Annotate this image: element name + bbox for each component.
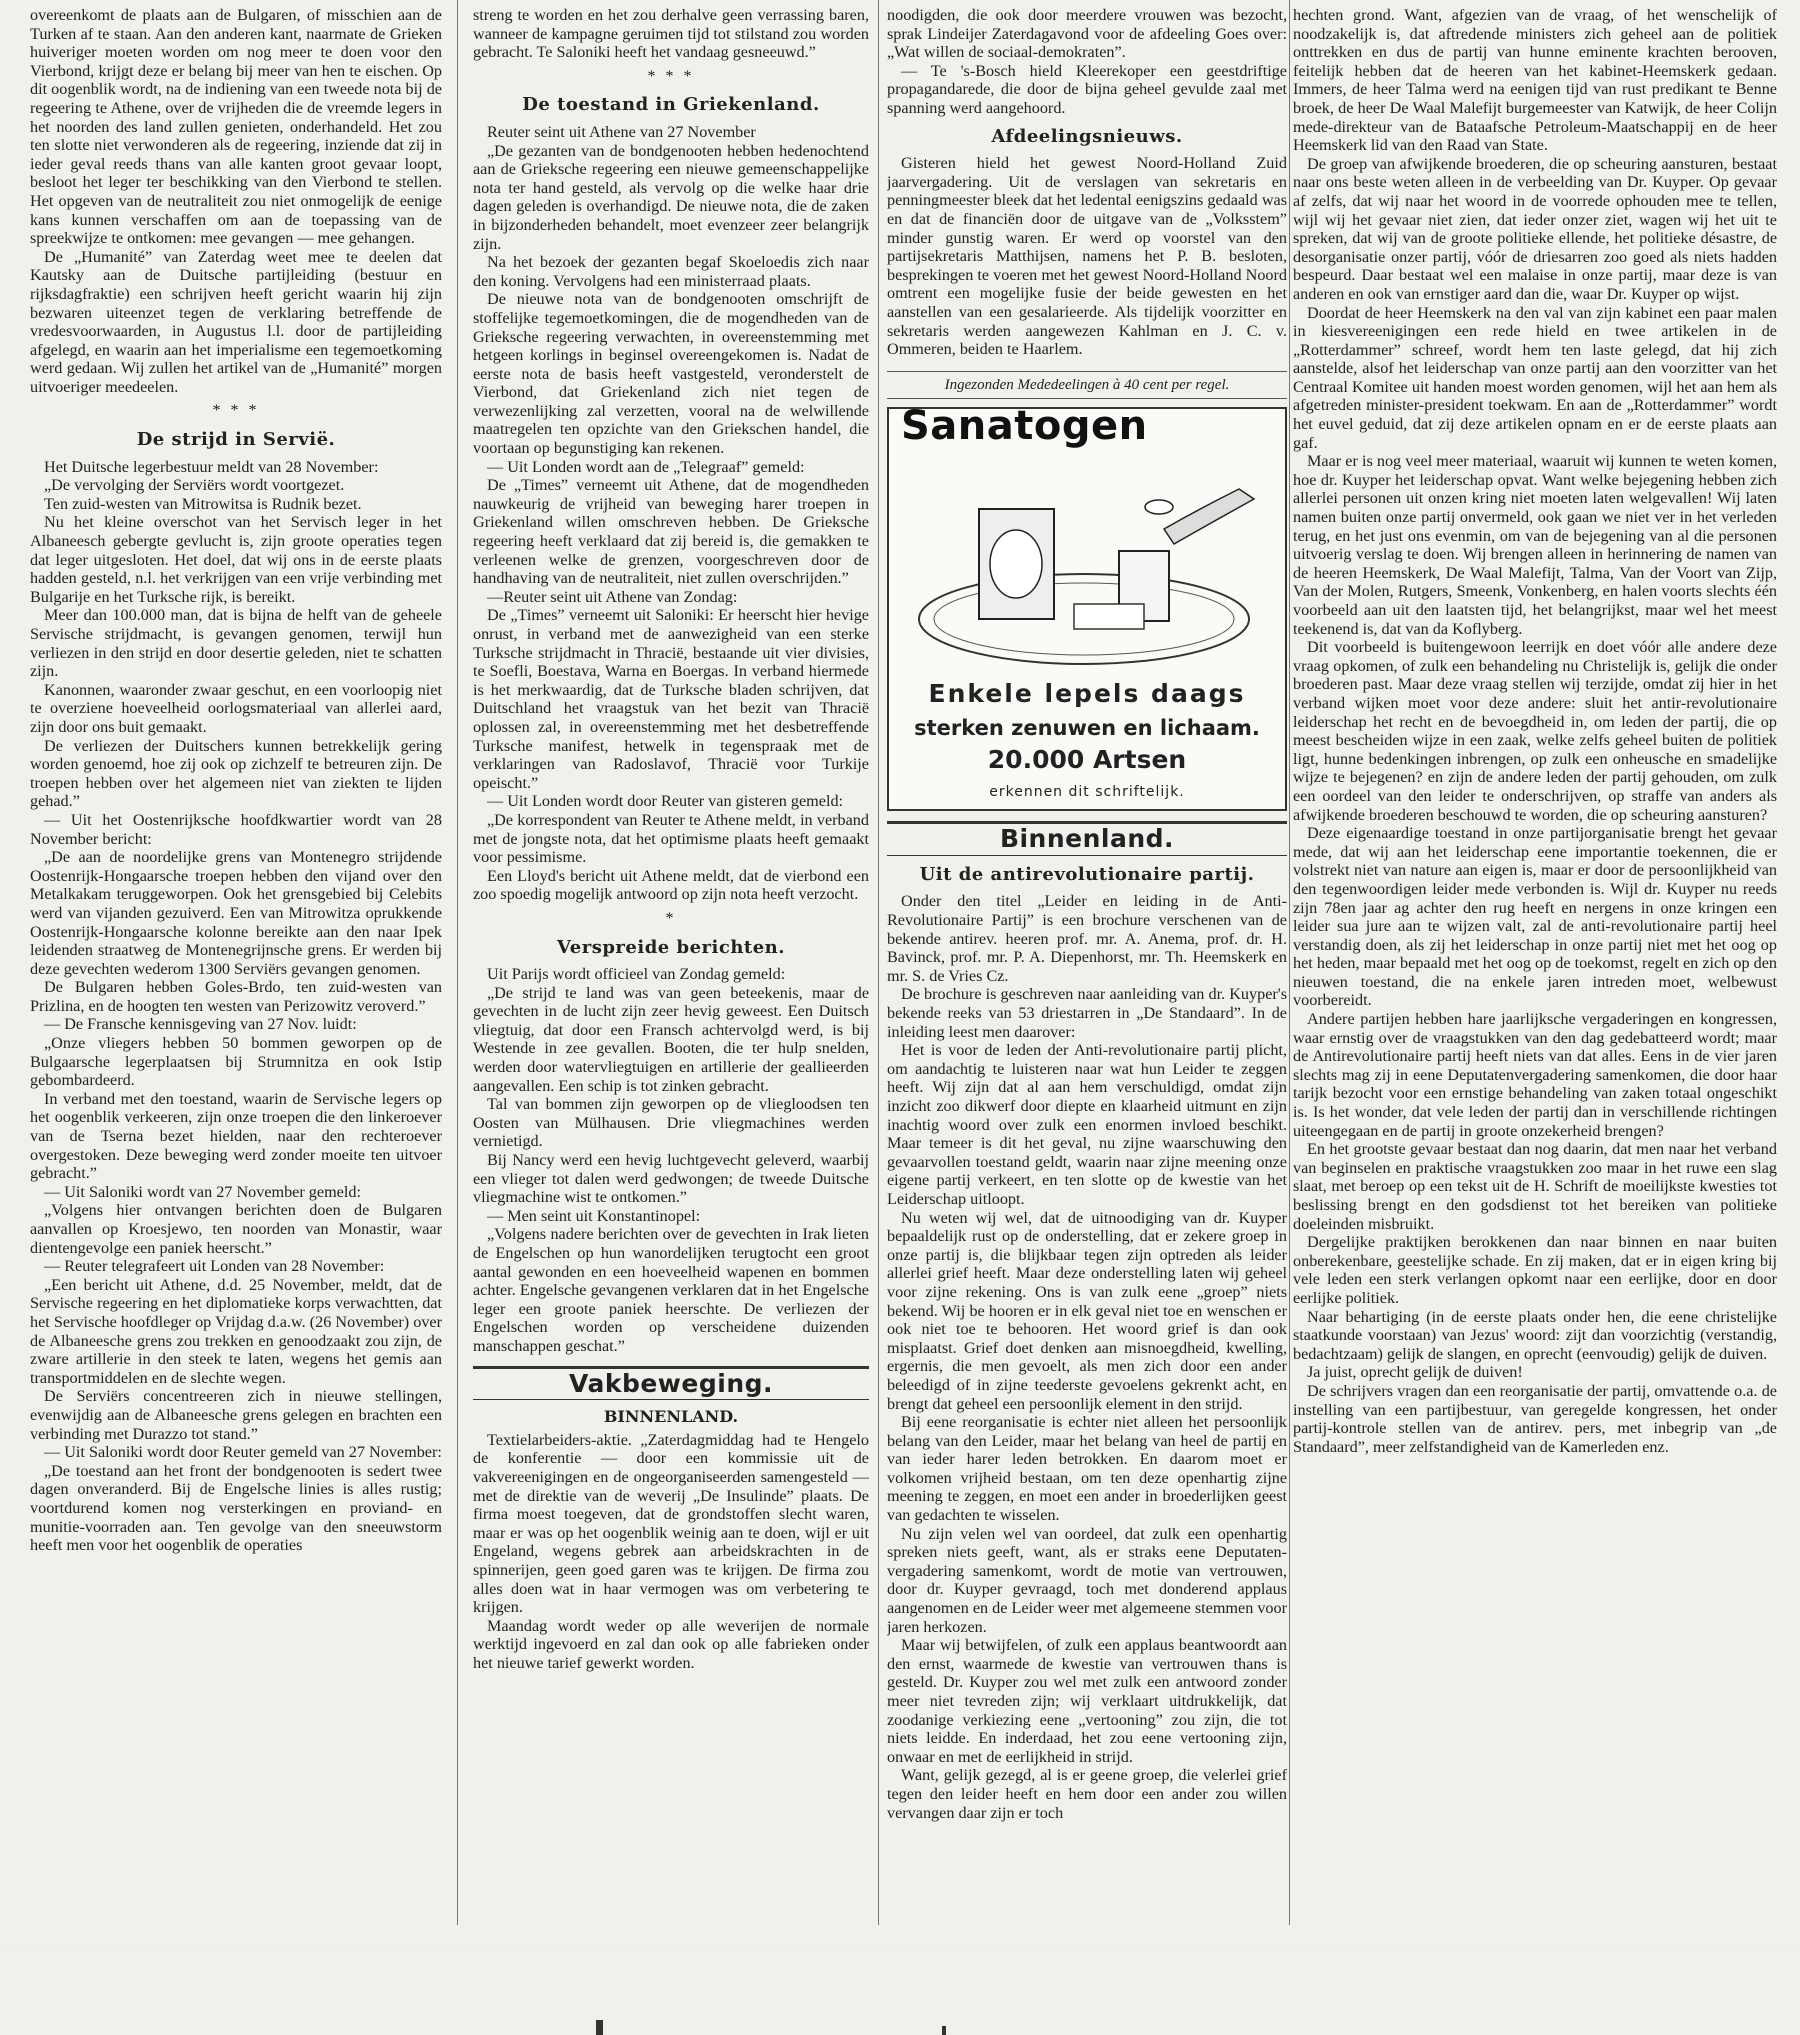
paragraph: „De vervolging der Serviërs wordt voortgezet. xyxy=(44,476,345,495)
paragraph: Maandag wordt weder op alle weverijen de normale werktijd ingevoerd en zal dan ook op alle fabrieken onder het nieuwe tarief gewerkt worden. xyxy=(473,1616,869,1672)
subheadline-binnenland: BINNENLAND. xyxy=(603,1407,739,1427)
paragraph: Het is voor de leden der Anti-revolutionaire partij plicht, om aandachtig te luisteren naar wat hun Leider te zeggen heeft. Wij zijn dat al aan hem verschuldigd, omdat zijn inzicht zoo dikwerf door diepte en klaarheid uitmunt en zijn inachtig woord over zulk een enormen invloed beschikt. Maar temeer is dit het geval, nu zijne waarschuwing den gevaarvollen toestand geldt, waarin naar zijne meening onze eigene partij verkeert, en ten slotte op de kwestie van het Leiderschap uitloopt. xyxy=(887,1041,1287,1208)
ad-line: erkennen dit schriftelijk. xyxy=(989,784,1185,801)
paragraph: —Reuter seint uit Athene van Zondag: xyxy=(487,587,738,606)
paragraph: Het Duitsche legerbestuur meldt van 28 November: xyxy=(44,457,379,476)
paragraph: Dergelijke praktijken berokkenen dan naar binnen en naar buiten onberekenbare, geestelijke schade. En zij maken, dat er in eigen kring bij vele leden een sterk verlangen opkomt naar een eerlijke, door en door eerlijke politiek. xyxy=(1293,1233,1777,1307)
paragraph: Ja juist, oprecht gelijk de duiven! xyxy=(1307,1363,1523,1382)
separator-stars: * * * xyxy=(647,67,695,85)
paragraph: Uit Parijs wordt officieel van Zondag gemeld: xyxy=(487,965,786,984)
paragraph: „Volgens nadere berichten over de gevechten in Irak lieten de Engelschen op hun wanordelijken terugtocht een groot aantal gewonden en een hoeveelheid wapenen en bommen achter. Engelsche gevangenen verklaren dat in het Engelsche leger een groote paniek heerschte. De verliezen der Engelschen worden op verscheidene duizenden manschappen geschat.” xyxy=(473,1225,869,1355)
hand-with-spoon-icon xyxy=(1164,489,1254,544)
paragraph: Een Lloyd's bericht uit Athene meldt, dat de vierbond een zoo spoedig mogelijk antwoord op zijn nota heeft verzocht. xyxy=(473,866,869,904)
paragraph: Textielarbeiders-aktie. „Zaterdagmiddag had te Hengelo de konferentie — door een kommissie uit de vakvereenigingen en de ongeorganiseerden samengesteld — met de direktie van de weverij „De Insulinde” plaats. De firma moest toegeven, dat de grondstoffen slecht waren, maar er was op het oogenblik weinig aan te doen, wijl er uit Engeland, wegens gebrek aan arbeidskrachten in de spinnerijen, geen goed garen was te krijgen. De firma zou alles doen wat in haar vermogen was om verbetering te krijgen. xyxy=(473,1430,869,1617)
headline-antirevolutionaire-partij: Uit de antirevolutionaire partij. xyxy=(919,863,1255,885)
paragraph: Nu zijn velen wel van oordeel, dat zulk een openhartig spreken niets geeft, want, als er straks eene Deputaten-vergadering samenkomt, wordt de motie van vertrouwen, door dr. Kuyper gevraagd, toch met donderend applaus aangenomen en de Leider weer met algemeene stemmen voor jaren herkozen. xyxy=(887,1524,1287,1636)
ad-brand: Sanatogen xyxy=(901,407,1148,450)
ad-line: 20.000 Artsen xyxy=(987,745,1187,775)
paragraph: „Volgens hier ontvangen berichten doen de Bulgaren aanvallen op Kroesjewo, ten noorden van Monastir, waar dientengevolge een paniek heerscht.” xyxy=(30,1201,442,1257)
sugar-dish-icon xyxy=(1074,604,1144,629)
paragraph: Onder den titel „Leider en leiding in de Anti-Revolutionaire Partij” is een brochure verschenen van de bekende antirev. heeren prof. mr. A. Anema, prof. dr. H. Bavinck, prof. mr. P. A. Diepenhorst, mr. Th. Heemskerk en mr. S. de Vries Cz. xyxy=(887,892,1287,985)
paragraph: De groep van afwijkende broederen, die op scheuring aansturen, bestaat naar ons beste weten alleen in de verbeelding van Dr. Kuyper. Op gevaar af zelfs, dat wij naar het woord in de voorrede ophouden mee te tellen, wijl wij het gevaar niet zien, dat ieder onzer ziet, wagen wij het uit te spreken, dat wij van de groote politieke ellende, het politieke désastre, de desorganisatie onzer partij, vóór de driesarren zoo goed als niets hadden bespeurd. Daar bestaat wel een malaise in onze partij, maar deze is van anderen en ook van ernstiger aard dan die, waar Dr. Kuyper op wijst. xyxy=(1293,154,1777,303)
paragraph: Gisteren hield het gewest Noord-Holland Zuid jaarvergadering. Uit de verslagen van sekretaris en penningmeester bleek dat het ledental eenigszins gedaald was en dat de financiën door de uitgave van de „Volksstem” minder gunstig waren. Er werd op voorstel van den partijsekretaris Matthijsen, namens het P. B. besloten, besprekingen te voeren met het gewest Noord-Holland Noord omtrent een mogelijke fusie der beide gewesten en het aanstellen van een gesalarieerde. Als tijdelijk voorzitter en sekretaris werden aangewezen Kahlman en J. C. v. Ommeren, beiden te Haarlem. xyxy=(887,154,1287,359)
print-mark xyxy=(596,2020,603,2035)
paragraph: En het grootste gevaar bestaat dan nog daarin, dat men naar het verband van beginselen en praktische vraagstukken zoo maar in het ruwe een slag slaat, met beroep op een tekst uit de H. Schrift de moeilijkste kwesties tot beslissing brengt en den godsdienst tot het bereiken van politieke doeleinden misbruikt. xyxy=(1293,1140,1777,1233)
paragraph: Tal van bommen zijn geworpen op de vliegloodsen ten Oosten van Mülhausen. Drie vliegmachines werden vernietigd. xyxy=(473,1095,869,1151)
paragraph: — De Fransche kennisgeving van 27 Nov. luidt: xyxy=(44,1015,357,1034)
paragraph: „De korrespondent van Reuter te Athene meldt, in verband met de jongste nota, dat het optimisme plaats heeft gemaakt voor pessimisme. xyxy=(473,810,869,867)
paragraph: De nieuwe nota van de bondgenooten omschrijft de stoffelijke tegemoetkomingen, die de mogendheden van de Grieksche regeering verwachten, in overeenstemming met hetgeen korlings in beginsel overeengekomen is. Nadat de eerste nota de basis heeft vastgesteld, veronderstelt de Vierbond, dat Griekenland zich niet tegen de verwezenlijking zal verzetten, vooral na de welwillende maatregelen ten opzichte van den Griekschen handel, die voortaan op begunstiging kan rekenen. xyxy=(473,290,869,458)
paragraph: „Een bericht uit Athene, d.d. 25 November, meldt, dat de Servische regeering en het diplomatieke korps verwachtten, dat het Servische hoofdleger op Vrijdag d.a.w. (26 November) over de Albaneesche grens zou trekken en genoodzaakt zou zijn, de zware artillerie in den steek te laten, wegens het gemis aan transportmiddelen en de slechte wegen. xyxy=(30,1275,442,1387)
paragraph: — Te 's-Bosch hield Kleerekoper een geestdriftige propagandarede, die door de bijna geheel gevulde zaal met spanning werd aangehoord. xyxy=(887,61,1287,117)
headline-griekenland: De toestand in Griekenland. xyxy=(522,94,820,116)
paragraph: „De toestand aan het front der bondgenooten is sedert twee dagen onveranderd. Bij de Engelsche linies is alles rustig; voortdurend komen nog versterkingen en proviand- en munitie-voorraden aan. Ten gevolge van den sneeuwstorm heeft men voor het oogenblik de operaties xyxy=(30,1461,442,1555)
paragraph: — Uit Londen wordt door Reuter van gisteren gemeld: xyxy=(487,792,844,811)
paragraph: De Bulgaren hebben Goles-Brdo, ten zuid-westen van Prizlina, en de hoogten ten westen van Perizowitz veroverd.” xyxy=(30,978,442,1015)
paragraph: streng te worden en het zou derhalve geen verrassing baren, wanneer de kampagne geruimen tijd tot stilstand zou worden gebracht. Te Saloniki heeft het vandaag gesneeuwd.” xyxy=(473,6,869,62)
box-label-shape xyxy=(990,530,1042,598)
paragraph: noodigden, die ook door meerdere vrouwen was bezocht, sprak Lindeijer Zaterdagavond voor de afdeeling Goes over: „Wat willen de sociaal-demokraten”. xyxy=(887,6,1287,62)
paragraph: Naar behartiging (in de eerste plaats onder hen, die eene christelijke staatkunde voorstaan) van Jezus' woord: zijt dan voorzichtig (verstandig, bedachtzaam) gelijk de slangen, en oprecht (eenvoudig) gelijk de duiven. xyxy=(1293,1307,1777,1363)
ad-line: sterken zenuwen en lichaam. xyxy=(914,716,1260,741)
paragraph: Nu weten wij wel, dat de uitnoodiging van dr. Kuyper bepaaldelijk rust op de onderstelling, dat er zekere groep in onze partij is, die blijkbaar tegen zijn optreden als leider allerlei grief heeft. Maar deze onderstelling laten wij geheel voor zijne rekening. Ons is van zulk eene „groep” niets bekend. Wij be hooren er in elk geval niet toe en wenschen er ook niet toe te behooren. Het woord grief is dan ook misplaatst. Grief doet denken aan misnoegdheid, kwelling, ergernis, die men gevoelt, als men zich door een ander beleedigd of in zijne teederste gevoelens gekrenkt acht, en brengt dat geheel een persoonlijk element in den strijd. xyxy=(887,1208,1287,1413)
paragraph: Andere partijen hebben hare jaarlijksche vergaderingen en kongressen, waar ernstig over de vraagstukken van den dag gedebatteerd wordt; maar de Antirevolutionaire partij heeft niets van dat alles. Eens in de vier jaren slechts mag zij in eene Deputatenvergadering samenkomen, die door haar tarijk bezocht voor een ernstige behandeling van zaken totaal ongeschikt is. Is het wonder, dat vele leden der partij dan in verschillende richtingen uiteengegaan en de partij in groote onzekerheid brengen? xyxy=(1293,1010,1777,1140)
paragraph: Dit voorbeeld is buitengewoon leerrijk en doet vóór alle andere deze vraag opkomen, of zulk een behandeling nu Christelijk is, gelijk die onder broederen past. Maar deze vraag stellen wij terzijde, omdat zij hier in het verband wijken moet voor deze andere: sluit het antir-revolutionaire leiderschap het recht en de bevoegdheid in, om leden der partij, die op meest bescheiden wijze in een zaak, welke zelfs geheel buiten de politiek ligt, hunne bedenkingen inbrengen, op zulk een onheusche en smadelijke wijze te bejegenen? en zijn de andere leden der partij gehouden, om zulk een oordeel van den leider te onderschrijven, op straffe van anders als afwijkende broederen beschouwd te worden, die op scheuring aansturen? xyxy=(1293,638,1777,824)
product-illustration xyxy=(909,469,1269,679)
print-mark xyxy=(942,2026,946,2035)
paragraph: — Uit Saloniki wordt door Reuter gemeld van 27 November: xyxy=(44,1443,442,1462)
paragraph: overeenkomt de plaats aan de Bulgaren, of misschien aan de Turken af te staan. Aan den anderen kant, naarmate de Grieken huiveriger moeten worden om nog meer te doen voor den Vierbond, krijgt deze er belang bij meer van hen te eischen. Op dit oogenblik wordt, na de indiening van een tweede nota bij de regeering te Athene, over de vrijheden die de vreemde legers in het noorden des land zullen genieten, onderhandeld. Het zou ten slotte niet verwonderen als de regeering, inziende dat zij in ieder geval reeds thans van alle kanten groot gevaar loopt, besloot het leger ter beschikking van den Vierbond te stellen. Het opgeven van de neutraliteit zou niet onmogelijk de eenige kans kunnen verschaffen om aan de toepassing van de spreekwijze te ontkomen: mee gevangen — mee gehangen. xyxy=(30,6,442,248)
column-rule xyxy=(1289,0,1290,1925)
paragraph: hechten grond. Want, afgezien van de vraag, of het wenschelijk of noodzakelijk is, dat aftredende ministers zich geheel aan de politiek onttrekken en dus de partij van hunne eminente krachten berooven, feitelijk hebben dat de heeren van het kabinet-Heemskerk gedaan. Immers, de heer Talma werd na eenigen tijd van rust predikant te Benne broek, de heer De Waal Malefijt burgemeester van Katwijk, de heer Colijn mede-direkteur van de Bataafsche Petroleum-Maatschappij en de heer Heemskerk lid van den Raad van State. xyxy=(1293,6,1777,155)
ad-line: Enkele lepels daags xyxy=(928,679,1246,709)
paragraph: De Serviërs concentreeren zich in nieuwe stellingen, evenwijdig aan de Albaneesche grens gelegen en brachten een verbinding met Durazzo tot stand.” xyxy=(30,1387,442,1443)
paragraph: — Men seint uit Konstantinopel: xyxy=(487,1206,701,1225)
paragraph: De „Times” verneemt uit Saloniki: Er heerscht hier hevige onrust, in verband met de aanwezigheid van een sterke Turksche strijdmacht in Thracië, bestaande uit vier divisies, te Soefli, Boestava, Warna en Boergas. In verband hiermede is het merkwaardig, dat de Turksche bladen schrijven, dat Duitschland het vraagstuk van het bezit van Thracië oplossen zal, in overeenstemming met het desbetreffende Turksche manifest, hetwelk in tegenspraak met de verklaringen van Radoslavof, Thracië voor Turkije opeischt.” xyxy=(473,606,869,792)
headline-afdeelingsnieuws: Afdeelingsnieuws. xyxy=(991,125,1183,147)
column-rule xyxy=(457,0,458,1925)
column-4 xyxy=(1293,6,1777,1910)
advertisement-notice: Ingezonden Mededeelingen à 40 cent per regel. xyxy=(887,371,1287,400)
column-1 xyxy=(30,6,442,1910)
paragraph: De brochure is geschreven naar aanleiding van dr. Kuyper's bekende reeks van 53 driestarren in „De Standaard”. In de inleiding leest men daarover: xyxy=(887,985,1287,1041)
paragraph: Meer dan 100.000 man, dat is bijna de helft van de geheele Servische strijdmacht, is gevangen genomen, terwijl hun verliezen in den strijd en door desertie geleden, niet te schatten zijn. xyxy=(30,606,442,681)
page-bottom-strip xyxy=(0,1948,1800,1951)
paragraph: Bij eene reorganisatie is echter niet alleen het persoonlijk belang van den Leider, maar het belang van heel de partij en van ieder harer leden betrokken. En daarom moet er volkomen vrijheid bestaan, om ten deze openhartig zijne meening te zeggen, en moet een ander in broederlijken geest van gedachten te wisselen. xyxy=(887,1413,1287,1525)
paragraph: De „Humanité” van Zaterdag weet mee te deelen dat Kautsky aan de Duitsche partijleiding (bestuur en rijksdagfraktie) een schrijven heeft gericht waarin hij zijn bezwaren uiteenzet tegen de verklaring betreffende de vredesvoorwaarden, in Augustus l.l. door de partijleiding afgelegd, en waarin aan het imperialisme een tegemoetkoming werd gedaan. Wij zullen het artikel van de „Humanité” morgen uitvoeriger meedeelen. xyxy=(30,247,442,396)
headline-servie: De strijd in Servië. xyxy=(136,429,336,451)
paragraph: Nu het kleine overschot van het Servisch leger in het Albaneesch gebergte gevlucht is, zijn groote operaties tegen dat leger uitgesloten. Het doel, dat wij ons in de eerste plaats hadden gesteld, n.l. het verkrijgen van een vrije verbinding met Bulgarije en het Turksche rijk, is bereikt. xyxy=(30,513,442,606)
paragraph: — Reuter telegrafeert uit Londen van 28 November: xyxy=(44,1257,385,1276)
paragraph: Na het bezoek der gezanten begaf Skoeloedis zich naar den koning. Vervolgens had een ministerraad plaats. xyxy=(473,253,869,290)
paragraph: Maar wij betwijfelen, of zulk een applaus beantwoordt aan den ernst, waarmede de kwestie van vertrouwen thans is gesteld. Dr. Kuyper zou wel met zulk een antwoord zonder meer niet tevreden zijn; wij verklaart uitdrukkelijk, dat zoodanige verkiezing eene „vertooning” zou zijn, die tot niets leidde. En inderdaad, het zou eene vertooning zijn, onwaar en met de eerlijkheid in strijd. xyxy=(887,1636,1287,1766)
section-vakbeweging: Vakbeweging. xyxy=(473,1366,869,1401)
paragraph: Bij Nancy werd een hevig luchtgevecht geleverd, waarbij een vlieger tot dalen werd gedwongen; de tweede Duitsche vliegmachine wist te ontkomen.” xyxy=(473,1151,869,1207)
paragraph: Deze eigenaardige toestand in onze partijorganisatie brengt het gevaar mede, dat wij aan het leiderschap eene importantie toekennen, die er volstrekt niet van nature aan eigen is, maar er door de persoonlijkheid van den tegenwoordigen leider mede verbonden is. Wijl dr. Kuyper nu reeds zijn 78en jaar ag achter den rug heeft en nergens in onze kringen een leider sua jure aan te wijzen valt, zal de anti-revolutionaire partij heel verstandig doen, als zij het leiderschap in onze partij niet met het oog op het heden, maar bepaald met het oog op de toekomst, regelt en zich op den nieuwen toestand, die na enkele jaren intreden moet, welbewust voorbereidt. xyxy=(1293,824,1777,1010)
column-rule xyxy=(878,0,879,1925)
paragraph: — Uit het Oostenrijksche hoofdkwartier wordt van 28 November bericht: xyxy=(30,810,442,848)
paragraph: Maar er is nog veel meer materiaal, waaruit wij kunnen te weten komen, hoe dr. Kuyper het leiderschap opvat. Want welke bejegening hebben zich allerlei personen uit onzen kring niet moeten laten welgevallen! Wij laten namen buiten onze partij onvermeld, ook gaan we niet ver in het verleden terug, en het just ons evenmin, om van de bejegening van al die personen uitvoerig verslag te doen. Wij brengen alleen in herinnering de namen van de heeren Heemskerk, De Waal Malefijt, Talma, Van der Voort van Zijp, Van der Molen, Rutgers, Smeenk, Vonkenberg, en halen voorts slechts één voorbeeld aan uit den laatsten tijd, het belangrijkst, maar wel het meest teekenend is, dat van da Koflyberg. xyxy=(1293,452,1777,638)
paragraph: „De aan de noordelijke grens van Montenegro strijdende Oostenrijk-Hongaarsche troepen hebben den vijand over den Metalkakam teruggeworpen. Ook het grensgebied bij Celebits werd van vijanden gezuiverd. Een van Mitrowitza oprukkende Oostenrijk-Hongaarsche kolonne bereikte aan den naar Ipek leidenden straatweg de Montenegrijnsche grens. Er werden bij deze gevechten wederom 1300 Serviërs gevangen genomen. xyxy=(30,848,442,978)
paragraph: In verband met den toestand, waarin de Servische legers op het oogenblik verkeeren, zijn onze troepen die den linkeroever van de Tserna bezet hielden, naar den rechteroever overgestoken. Deze beweging werd zonder moeite ten uitvoer gebracht.” xyxy=(30,1089,442,1183)
spoon-icon xyxy=(1145,500,1173,514)
separator-stars: * xyxy=(665,909,677,927)
paragraph: De „Times” verneemt uit Athene, dat de mogendheden nauwkeurig de vrijheid van beweging harer troepen in Griekenland willen omschreven hebben. De Grieksche regeering heeft verklaard dat zij bereid is, die gemakken te verleenen welke de grenzen, voorgeschreven door de handhaving van de neutraliteit, niet zullen overschrijden.” xyxy=(473,476,869,588)
paragraph: „Onze vliegers hebben 50 bommen geworpen op de Bulgaarsche legerplaatsen bij Strumnitza en ook Istip gebombardeerd. xyxy=(30,1034,442,1090)
paragraph: De verliezen der Duitschers kunnen betrekkelijk gering worden genoemd, hoe zij ook op zichzelf te betreuren zijn. De troepen hebben over het algemeen niet van ziekten te lijden gehad.” xyxy=(30,736,442,811)
paragraph: Want, gelijk gezegd, al is er geene groep, die velerlei grief tegen den leider heeft en hem door een ander zou willen vervangen daar zijn er toch xyxy=(887,1766,1287,1822)
paragraph: — Uit Saloniki wordt van 27 November gemeld: xyxy=(44,1182,361,1201)
sanatogen-advertisement xyxy=(887,407,1287,811)
separator-stars: * * * xyxy=(212,402,260,420)
paragraph: Ten zuid-westen van Mitrowitsa is Rudnik bezet. xyxy=(44,494,362,513)
headline-verspreide-berichten: Verspreide berichten. xyxy=(556,936,786,958)
paragraph: Reuter seint uit Athene van 27 November xyxy=(487,122,756,141)
paragraph: De schrijvers vragen dan een reorganisatie der partij, omvattende o.a. de instelling van een partijbestuur, van geregelde kongressen, het onder partij-kontrole stellen van de antirev. pers, met inbegrip van „de Standaard”, meer zelfstandigheid van de Kamerleden enz. xyxy=(1293,1381,1777,1456)
paragraph: Doordat de heer Heemskerk na den val van zijn kabinet een paar malen in kiesvereenigingen een rede hield en twee artikelen in de „Rotterdammer” schreef, wordt hem ten laste gelegd, dat hij zich aanstelde, alsof het leiderschap van onze partij aan den voorzitter van het Centraal Komitee uit handen moest worden genomen, wijl het aan hem als afgetreden minister-president toekwam. En aan de „Rotterdammer” wordt het euvel geduid, dat zij deze artikelen opnam en er de eerste plaats aan gaf. xyxy=(1293,303,1777,452)
column-3 xyxy=(887,6,1287,1910)
paragraph: „De gezanten van de bondgenooten hebben hedenochtend aan de Grieksche regeering een nieuwe gemeenschappelijke nota ter hand gesteld, als vervolg op die welke haar drie dagen geleden is overhandigd. De nieuwe nota, die de zaken in bijzonderheden behandelt, moet evenzeer zeer belangrijk zijn. xyxy=(473,141,869,253)
column-2 xyxy=(473,6,869,1910)
paragraph: — Uit Londen wordt aan de „Telegraaf” gemeld: xyxy=(487,457,805,476)
section-binnenland: Binnenland. xyxy=(887,821,1287,856)
paragraph: „De strijd te land was van geen beteekenis, maar de gevechten in de lucht zijn zeer hevig geweest. Een Duitsch vliegtuig, dat door een Fransch achtervolgd werd, is bij Westende in zee gevallen. Booten, die ter hulp snelden, werden door watervliegtuigen en artillerie der geallieerden aangevallen. Een schip is tot zinken gebracht. xyxy=(473,983,869,1095)
paragraph: Kanonnen, waaronder zwaar geschut, en een voorloopig niet te overziene hoeveelheid oorlogsmateriaal van allerlei aard, zijn door ons buit gemaakt. xyxy=(30,680,442,736)
